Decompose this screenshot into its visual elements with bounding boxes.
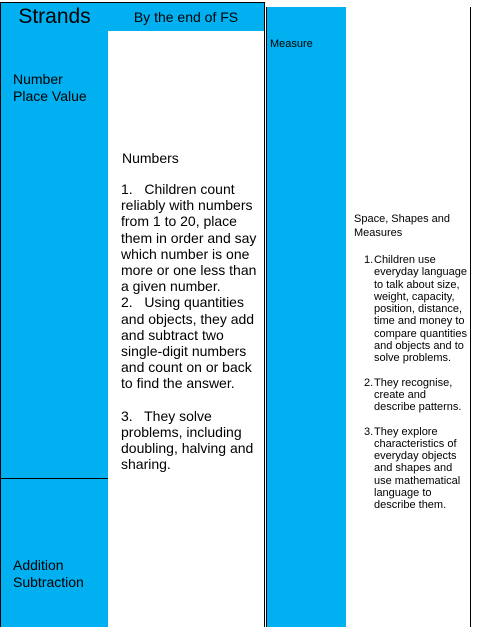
numbers-item-number: 1. [121, 181, 133, 197]
ssm-heading: Space, Shapes and Measures [354, 213, 451, 239]
numbers-item-1 [121, 181, 261, 294]
strand-addition-subtraction: Addition Subtraction [13, 557, 84, 590]
numbers-list [121, 181, 261, 472]
ssm-item-2 [364, 377, 470, 414]
numbers-item-text: Children count reliably with numbers from 1 to 20, place them in order and say which number is one more or one less than a given number. [121, 181, 257, 295]
stage-header: By the end of FS [133, 9, 239, 25]
ssm-item-1 [364, 254, 470, 365]
ssm-item-number: 1. [364, 254, 374, 266]
strand-cell-addition-subtraction [0, 478, 109, 627]
strand-cell-number-place-value [0, 31, 109, 479]
numbers-item-text: They solve problems, including doubling, halving and sharing. [121, 407, 254, 473]
ssm-list [364, 254, 470, 512]
numbers-item-number: 3. [121, 407, 133, 424]
numbers-cell [108, 31, 265, 627]
ssm-item-3 [364, 426, 470, 512]
numbers-item-number: 2. [121, 294, 133, 311]
measure-cell [266, 7, 347, 627]
ssm-item-text: Children use everyday language to talk about size, weight, capacity, position, distance, time and money to compare quantities and objects and to solve problems. [374, 254, 467, 365]
strand-measure: Measure [270, 38, 313, 50]
ssm-item-text: They explore characteristics of everyday objects and shapes and use mathematical language to describe them. [374, 425, 461, 512]
numbers-item-2 [121, 294, 261, 391]
ssm-item-number: 2. [364, 376, 374, 389]
numbers-heading: Numbers [122, 150, 179, 166]
strands-header: Strands [18, 5, 91, 28]
ssm-cell [346, 7, 471, 627]
numbers-item-text: Using quantities and objects, they add and subtract two single-digit numbers and count on or back to find the answer. [121, 294, 255, 392]
strand-number-place-value: Number Place Value [13, 71, 87, 104]
stage-header-cell [108, 2, 265, 32]
ssm-item-number: 3. [364, 425, 374, 438]
strands-header-cell [0, 2, 109, 32]
numbers-item-3 [121, 408, 261, 473]
ssm-item-text: They recognise, create and describe patterns. [374, 376, 462, 414]
